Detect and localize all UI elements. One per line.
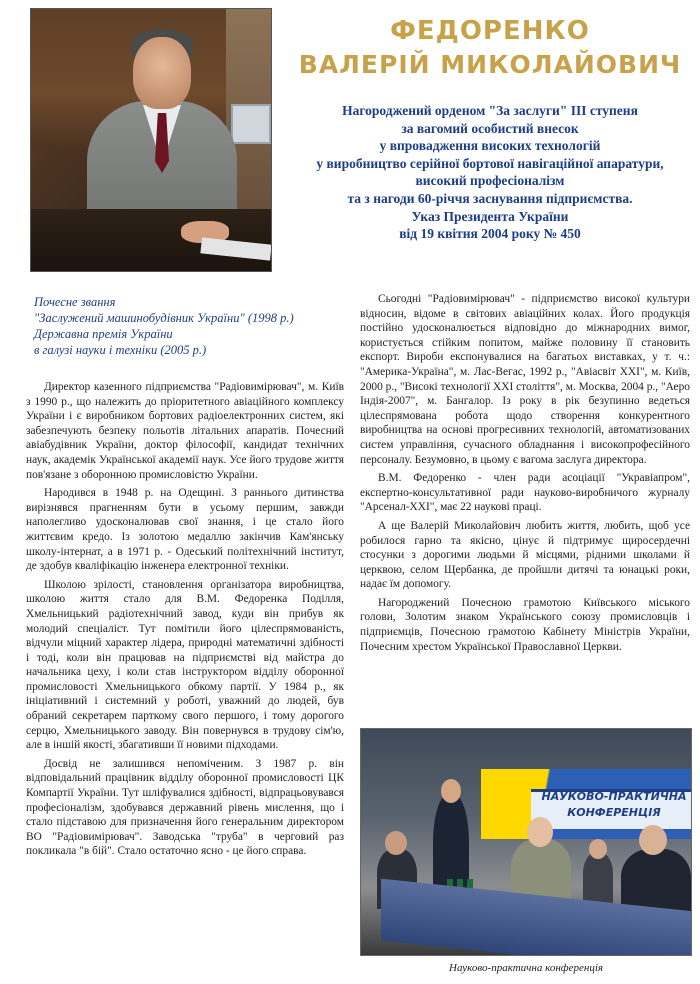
paragraph: Нагороджений Почесною грамотою Київського міського голови, Золотим знаком Українського союзу промисловців і підприємців, Почесною грамотою Кабінету Міністрів України, Почесним хрестом Української Православної Церкви.: [360, 596, 690, 653]
paragraph: Народився в 1948 р. на Одещині. З раннього дитинства вирізнявся прагненням бути в усьому першим, завжди наполегливо удосконалював свої знання, і це стало його життєвим кредо. Із золотою медаллю закінчив Кам'янську школу-інтернат, а в 1971 р. - Одеський політехнічний інститут, де здобув кваліфікацію інженера електронної техніки.: [26, 487, 344, 573]
award-line: у виробництво серійної бортової навігаційної апаратури,: [316, 155, 664, 171]
sign-line: НАУКОВО-ПРАКТИЧНА: [541, 790, 687, 803]
title-line: в галузі науки і техніки (2005 р.): [34, 343, 207, 357]
name-heading: [290, 14, 690, 82]
title-line: Почесне звання: [34, 295, 116, 309]
paragraph: В.М. Федоренко - член ради асоціації "Укравіапром", експертно-консультативної ради науково-виробничого журналу "Арсенал-XXI", має 22 наукові праці.: [360, 472, 690, 514]
honorary-titles: [34, 294, 314, 358]
photo-head: [133, 37, 191, 109]
paragraph: Сьогодні "Радіовимірювач" - підприємство високої культури відносин, відоме в світових авіаційних колах. Його продукція постійно удосконалюється відповідно до міжнародних вимог, користується стійким попитом, майже половину її становить експорт. Вироби експонувалися на багатьох виставках, у т. ч.: "Америка-Україна", м. Лас-Вегас, 1992 р., "Авіасвіт XXI", м. Київ, 2000 р., "Високі технології XXI століття", м. Москва, 2004 р., "Аеро Індія-2007", м. Бангалор. Із року в рік безупинно ведеться цілеспрямована робота щодо створення конкурентного виробництва на основі прогресивних технологій, автоматизованих систем управління, сучасного обладнання і високопрофесійного персоналу. Безумовно, в цьому є вагома заслуга директора.: [360, 293, 690, 466]
speaker-head: [441, 779, 461, 803]
sign-line: КОНФЕРЕНЦІЯ: [567, 806, 661, 819]
attendee-body: [583, 853, 613, 903]
award-line: Указ Президента України: [411, 208, 569, 224]
conference-photo: [360, 728, 692, 956]
title-line: Державна премія України: [34, 327, 173, 341]
surname: ФЕДОРЕНКО: [390, 16, 590, 46]
paragraph: А ще Валерій Миколайович любить життя, любить, щоб усе робилося гарно та якісно, цінує й підтримує щиросердечні стосунки з дорогими людьми й місцями, рідними школами й церквою, селом Щербанка, де пройшли дитячі та юнацькі роки, надає їм допомогу.: [360, 519, 690, 591]
award-line: у впровадження високих технологій: [379, 138, 601, 154]
given-names: ВАЛЕРІЙ МИКОЛАЙОВИЧ: [298, 50, 682, 79]
photo-caption: Науково-практична конференція: [449, 962, 603, 974]
portrait-photo: [30, 8, 272, 272]
award-line: Нагороджений орденом "За заслуги" III ступеня: [342, 103, 638, 118]
conference-sign-text: [539, 789, 689, 821]
paragraph: Директор казенного підприємства "Радіовимірювач", м. Київ з 1990 р., що належить до пріоритетного авіаційного комплексу України і є виробником бортових радіоелектронних систем, які забезпечують безпеку польотів літальних апаратів. Почесний авіабудівник України, доктор філософії, кандидат технічних наук, академік Української академії наук. Усе його трудове життя пов'язане з оборонною промисловістю України.: [26, 381, 344, 481]
photo-monitor: [231, 104, 271, 144]
attendee-head: [527, 817, 553, 847]
attendee-head: [385, 831, 407, 855]
paragraph: Досвід не залишився непоміченим. З 1987 р. він відповідальний працівник відділу оборонної промисловості ЦК Компартії України. Тут шліфувалися здібності, відпрацьовувався професіоналізм, здобувався державний рівень мислення, що і стало підставою для призначення його генеральним директором ВО "Радіовимірювач". Заводська "труба" в черговий раз покликала "в бій". Стало остаточно ясно - це його справа.: [26, 757, 344, 858]
award-statement: [300, 102, 680, 243]
award-line: від 19 квітня 2004 року № 450: [399, 226, 581, 242]
award-line: та з нагоди 60-річчя заснування підприємства.: [347, 190, 633, 206]
right-column: [360, 292, 690, 658]
attendee-head: [589, 839, 607, 859]
award-line: за вагомий особистий внесок: [401, 120, 579, 136]
title-line: "Заслужений машинобудівник України" (1998 р.): [34, 311, 294, 325]
attendee-head: [639, 825, 667, 855]
left-column: [26, 380, 344, 863]
paragraph: Школою зрілості, становлення організатора виробництва, школою життя стало для В.М. Федоренка Поділля, Хмельницький радіотехнічний завод, куди він прибув як молодий спеціаліст. Тут помітили його цілеспрямованість, відчули міцний характер лідера, природні математичні здібності і тоді, коли він працював на підприємстві від майстра до начальника цеху, і коли став інструктором відділу оборонної промисловості Хмельницького обкому партії. У 1984 р., як ініціативний і системний у роботі, уважний до людей, був обраний секретарем парткому свого першого, і тому дорогого серцю, Хмельницького заводу. Він повернувся в трудову сім'ю, але в іншій якості, збагативши її новими підходами.: [26, 578, 344, 752]
award-line: високий професіоналізм: [415, 173, 565, 189]
